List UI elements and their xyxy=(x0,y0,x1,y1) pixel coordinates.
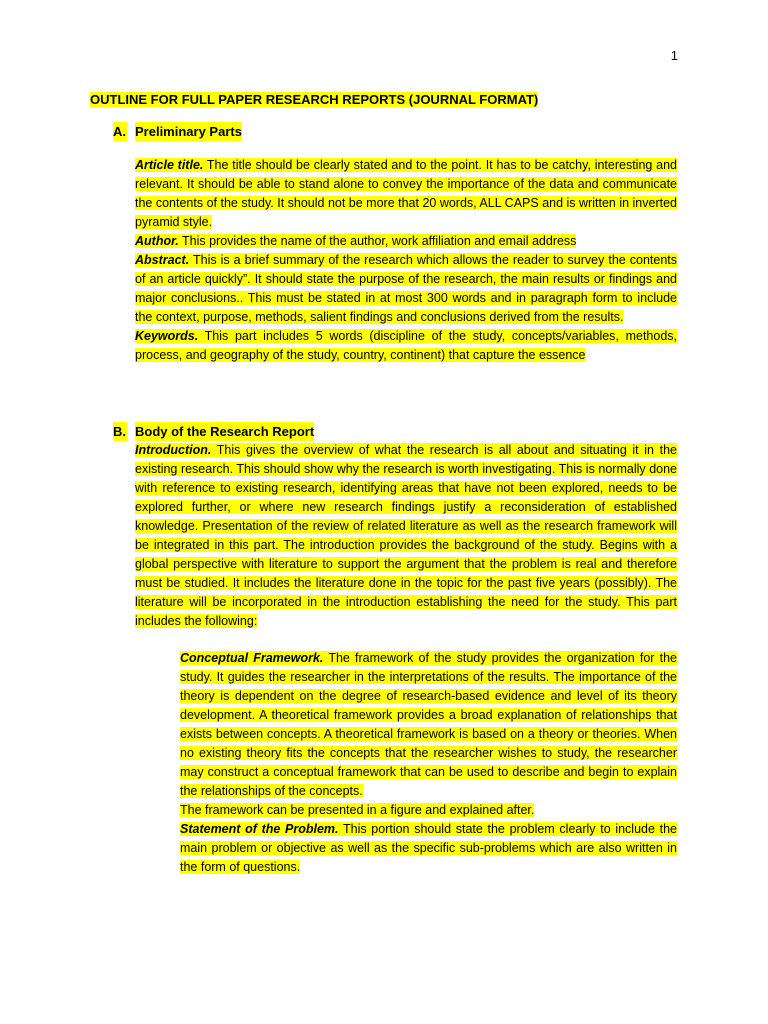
abstract-text: This is a brief summary of the research which allows the reader to survey the contents of an article quickly”. It should state the purpose of the research, the main results or findings and major conclusions.. This must be stated in at most 300 words and in paragraph form to include the context, purpose, methods, salient findings and conclusions derived from the results. xyxy=(135,253,677,324)
conceptual-framework-paragraph xyxy=(180,649,677,801)
section-a-body xyxy=(135,156,677,365)
page-number: 1 xyxy=(670,48,678,63)
framework-figure-text: The framework can be presented in a figure and explained after. xyxy=(180,803,535,817)
article-title-text: The title should be clearly stated and to the point. It has to be catchy, interesting and relevant. It should be able to stand alone to convey the importance of the data and communicate the contents of the study. It should not be more that 20 words, ALL CAPS and is written in inverted pyramid style. xyxy=(135,158,677,229)
section-b-title: Body of the Research Report xyxy=(135,424,315,439)
problem-statement-text: This portion should state the problem clearly to include the main problem or objective as well as the specific sub-problems which are also written in the form of questions. xyxy=(180,822,678,874)
article-title-term: Article title. xyxy=(135,158,204,172)
problem-statement-paragraph xyxy=(180,820,677,877)
conceptual-framework-text: The framework of the study provides the organization for the study. It guides the researcher in the interpretations of the results. The importance of the theory is dependent on the degree of research-based evidence and level of its theory development. A theoretical framework provides a broad explanation of relationships that exists between concepts. A theoretical framework is based on a theory or theories. When no existing theory fits the concepts that the researcher wishes to study, the researcher may construct a conceptual framework that can be used to describe and begin to explain the relationships of the concepts. xyxy=(180,651,677,798)
author-term: Author. xyxy=(135,234,179,248)
introduction-text: This gives the overview of what the research is all about and situating it in the existing research. This should show why the research is worth investigating. This is normally done with reference to existing research, identifying areas that have not been explored, needs to be explored further, or where new research findings justify a reconsideration of established knowledge. Presentation of the review of related literature as well as the research framework will be integrated in this part. The introduction provides the background of the study. Begins with a global perspective with literature to support the argument that the problem is real and therefore must be studied. It includes the literature done in the topic for the past five years (possibly). The literature will be incorporated in the introduction establishing the need for the study. This part includes the following: xyxy=(135,443,677,628)
author-paragraph xyxy=(135,232,677,251)
section-b-subitems xyxy=(180,649,677,877)
abstract-term: Abstract. xyxy=(135,253,190,267)
section-b-letter: B. xyxy=(113,424,126,439)
document-title xyxy=(90,90,538,109)
section-b-body xyxy=(135,441,677,631)
framework-figure-paragraph xyxy=(180,801,677,820)
introduction-term: Introduction. xyxy=(135,443,212,457)
introduction-paragraph xyxy=(135,441,677,631)
keywords-term: Keywords. xyxy=(135,329,199,343)
author-text: This provides the name of the author, work affiliation and email address xyxy=(178,234,577,248)
section-a-title: Preliminary Parts xyxy=(135,124,242,139)
abstract-paragraph xyxy=(135,251,677,327)
conceptual-framework-term: Conceptual Framework. xyxy=(180,651,324,665)
section-a-letter: A. xyxy=(113,124,126,139)
problem-statement-term: Statement of the Problem. xyxy=(180,822,339,836)
section-b-heading xyxy=(113,422,314,441)
document-title-text: OUTLINE FOR FULL PAPER RESEARCH REPORTS (JOURNAL FORMAT) xyxy=(90,92,539,107)
keywords-text: This part includes 5 words (discipline of the study, concepts/variables, methods, process, and geography of the study, country, continent) that capture the essence xyxy=(135,329,677,362)
keywords-paragraph xyxy=(135,327,677,365)
article-title-paragraph xyxy=(135,156,677,232)
section-a-heading xyxy=(113,122,242,141)
